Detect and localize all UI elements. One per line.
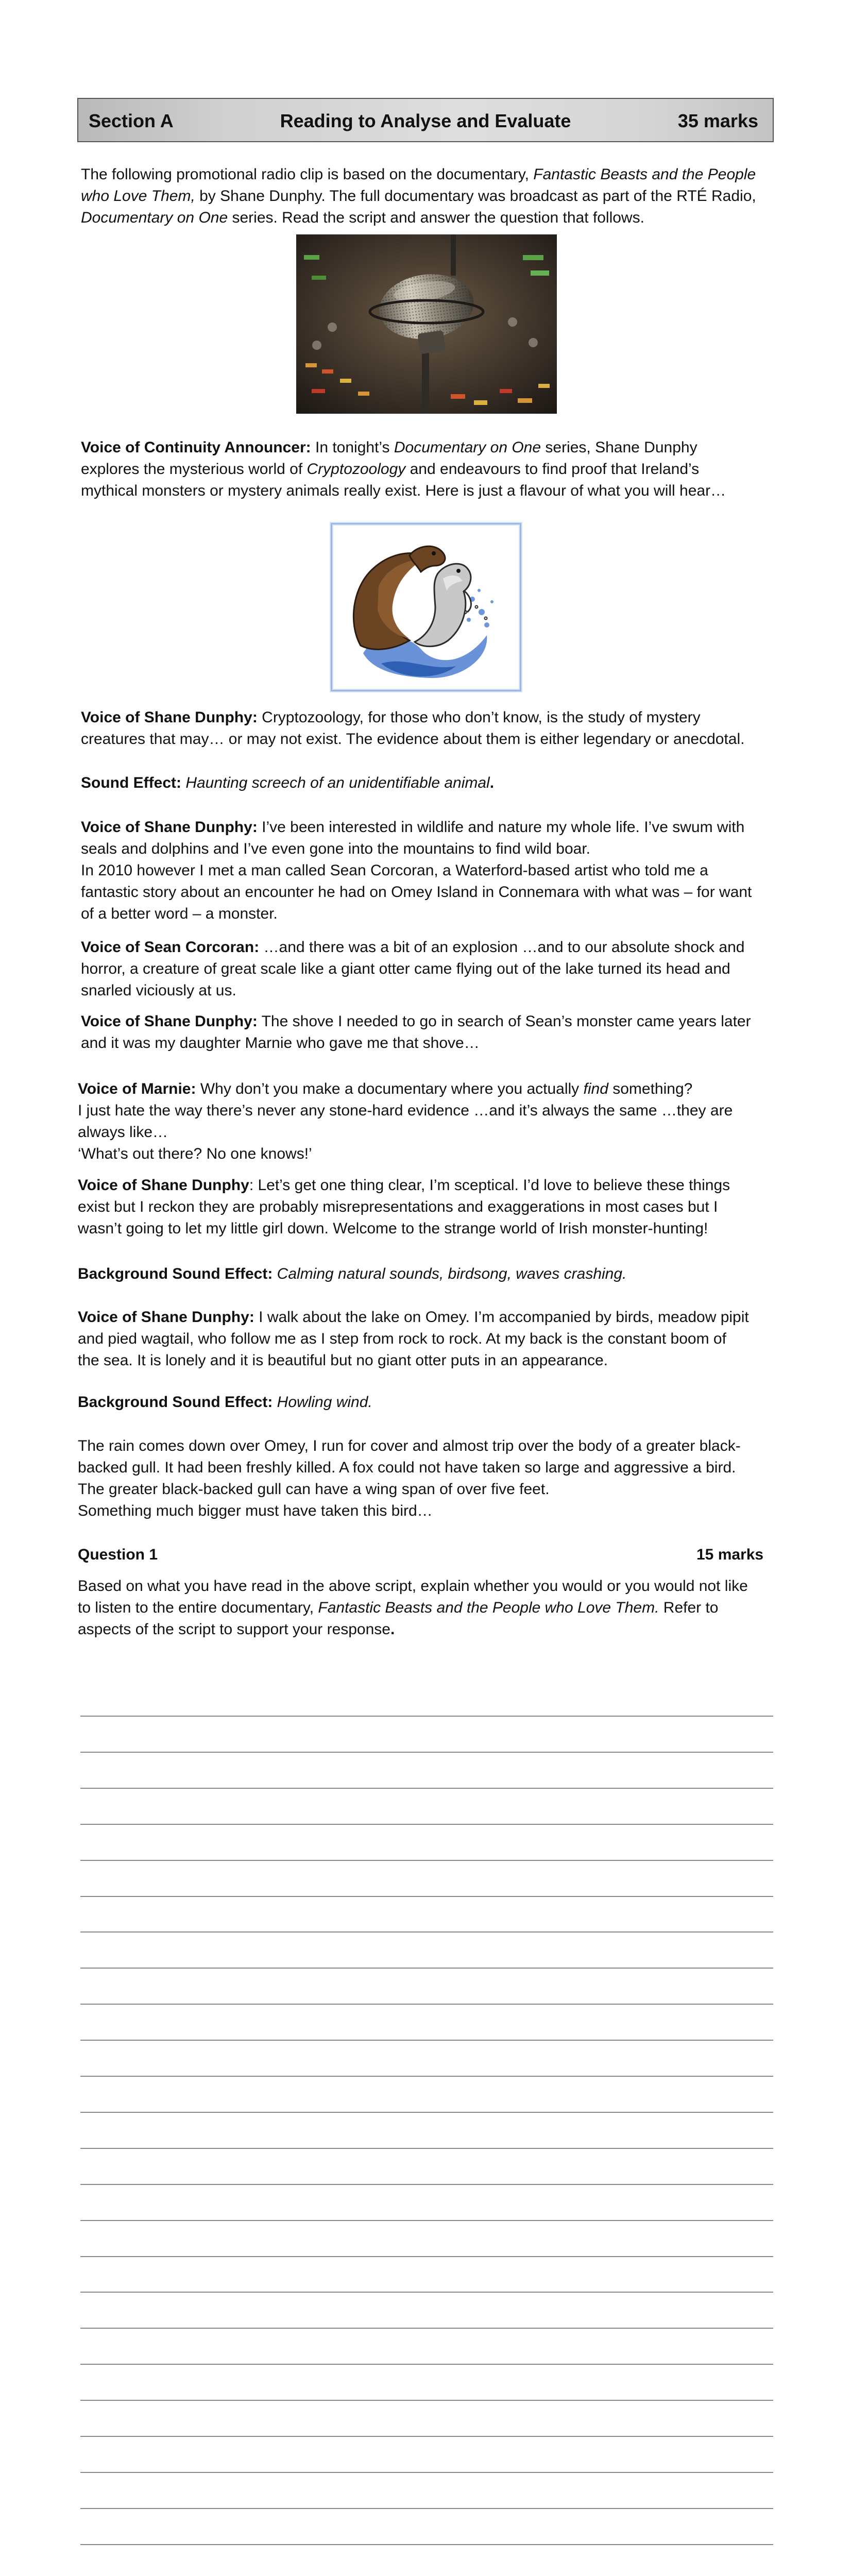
answer-line[interactable] [80, 2400, 773, 2401]
sound-effect-1: Sound Effect: Haunting screech of an unidentifiable animal. [81, 774, 495, 791]
shane-paragraph-4: Voice of Shane Dunphy: Let’s get one thing clear, I’m sceptical. I’d love to believe these things exist but I reckon they are probably misrepresentations and exaggerations in most cases but I wasn’t going to let my little girl down. Welcome to the strange world of Irish monster-hunting! [78, 1177, 730, 1237]
answer-line[interactable] [80, 2220, 773, 2221]
answer-line[interactable] [80, 1860, 773, 1861]
question-title: Question 1 [78, 1546, 158, 1563]
answer-line[interactable] [80, 1788, 773, 1789]
section-marks: 35 marks [677, 110, 758, 131]
section-title: Reading to Analyse and Evaluate [280, 110, 571, 131]
question-text: Based on what you have read in the above script, explain whether you would or you would not like to listen to the entire documentary, Fantastic Beasts and the People who Love Them. Refer to aspects of the script to support your response. [78, 1578, 748, 1638]
rain-paragraph: The rain comes down over Omey, I run for cover and almost trip over the body of a greater black- backed gull. It had been freshly killed. A fox could not have taken so large and aggressive a bird. The greater black-backed gull can have a wing span of over five feet. Something much bigger must have taken this bird… [78, 1437, 741, 1519]
answer-line[interactable] [80, 1968, 773, 1969]
answer-line[interactable] [80, 1824, 773, 1825]
answer-line[interactable] [80, 2364, 773, 2365]
answer-line[interactable] [80, 2508, 773, 2509]
answer-line[interactable] [80, 2472, 773, 2473]
answer-line[interactable] [80, 2328, 773, 2329]
answer-line[interactable] [80, 2256, 773, 2257]
shane-paragraph-1: Voice of Shane Dunphy: Cryptozoology, for those who don’t know, is the study of mystery creatures that may… or may not exist. The evidence about them is either legendary or anecdotal. [81, 709, 745, 748]
shane-paragraph-2: Voice of Shane Dunphy: I’ve been interested in wildlife and nature my whole life. I’ve swum with seals and dolphins and I’ve even gone into the mountains to find wild boar. In 2010 however I met a man called Sean Corcoran, a Waterford-based artist who told me a fantastic story about an encounter he had on Omey Island in Connemara with what was – for want of a better word – a monster. [81, 819, 752, 922]
answer-line[interactable] [80, 2544, 773, 2545]
marnie-paragraph: Voice of Marnie: Why don’t you make a documentary where you actually find something? I just hate the way there’s never any stone-hard evidence …and it’s always the same …they are always like… ‘What’s out there? No one knows!’ [78, 1080, 733, 1162]
microphone-illustration [296, 234, 557, 414]
shane-paragraph-5: Voice of Shane Dunphy: I walk about the lake on Omey. I’m accompanied by birds, meadow pipit and pied wagtail, who follow me as I step from rock to rock. At my back is the constant boom of the sea. It is lonely and it is beautiful but no giant otter puts in an appearance. [78, 1309, 749, 1369]
answer-line[interactable] [80, 1752, 773, 1753]
background-sound-effect-2: Background Sound Effect: Howling wind. [78, 1394, 372, 1411]
microphone-photo [296, 234, 557, 414]
answer-line[interactable] [80, 1716, 773, 1717]
announcer-paragraph: Voice of Continuity Announcer: In tonight’s Documentary on One series, Shane Dunphy explores the mysterious world of Cryptozoology and endeavours to find proof that Ireland’s mythical monsters or mystery animals really exist. Here is just a flavour of what you will hear… [81, 439, 726, 499]
answer-line[interactable] [80, 1896, 773, 1897]
sean-paragraph: Voice of Sean Corcoran: …and there was a bit of an explosion …and to our absolute shock and horror, a creature of great scale like a giant otter came flying out of the lake turned its head and snarled viciously at us. [81, 939, 745, 999]
answer-line[interactable] [80, 2148, 773, 2149]
answer-line[interactable] [80, 2040, 773, 2041]
answer-line[interactable] [80, 2184, 773, 2185]
answer-line[interactable] [80, 1931, 773, 1933]
question-marks: 15 marks [696, 1546, 764, 1563]
otter-logo [331, 523, 521, 691]
otter-illustration [332, 524, 520, 690]
background-sound-effect-1: Background Sound Effect: Calming natural sounds, birdsong, waves crashing. [78, 1265, 627, 1282]
shane-paragraph-3: Voice of Shane Dunphy: The shove I needed to go in search of Sean’s monster came years later and it was my daughter Marnie who gave me that shove… [81, 1013, 751, 1052]
answer-line[interactable] [80, 2076, 773, 2077]
section-header [77, 98, 774, 142]
answer-line[interactable] [80, 2292, 773, 2293]
answer-line[interactable] [80, 2436, 773, 2437]
answer-line[interactable] [80, 2112, 773, 2113]
section-label: Section A [89, 110, 174, 131]
intro-paragraph: The following promotional radio clip is based on the documentary, Fantastic Beasts and the People who Love Them, by Shane Dunphy. The full documentary was broadcast as part of the RTÉ Radio, Documentary on One series. Read the script and answer the question that follows. [81, 166, 756, 226]
answer-line[interactable] [80, 2004, 773, 2005]
